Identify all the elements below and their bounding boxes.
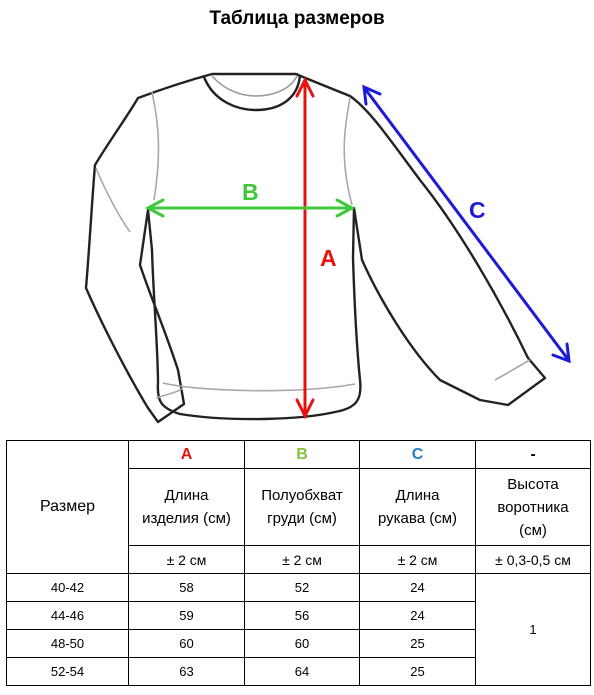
column-desc-a: Длина изделия (см) — [129, 469, 245, 546]
tolerance-c: ± 2 см — [360, 546, 476, 574]
collar-cell: 1 — [476, 574, 591, 686]
size-cell: 44-46 — [7, 602, 129, 630]
tolerance-collar: ± 0,3-0,5 см — [476, 546, 591, 574]
sleeve-cell: 25 — [360, 658, 476, 686]
column-letter-b: B — [245, 441, 360, 469]
column-desc-c: Длина рукава (см) — [360, 469, 476, 546]
table-row — [7, 574, 591, 602]
chest-cell: 52 — [245, 574, 360, 602]
sweater-outline — [86, 74, 545, 422]
column-letter-a: A — [129, 441, 245, 469]
column-desc-b: Полуобхват груди (см) — [245, 469, 360, 546]
size-header: Размер — [7, 441, 129, 574]
arrow-c-label: C — [469, 197, 486, 223]
size-table — [6, 440, 591, 686]
column-letter-collar: - — [476, 441, 591, 469]
column-letter-c: C — [360, 441, 476, 469]
sweater-diagram — [0, 60, 594, 432]
length-cell: 59 — [129, 602, 245, 630]
page-title: Таблица размеров — [209, 8, 385, 29]
chest-cell: 64 — [245, 658, 360, 686]
chest-cell: 56 — [245, 602, 360, 630]
length-cell: 58 — [129, 574, 245, 602]
sleeve-cell: 25 — [360, 630, 476, 658]
chest-cell: 60 — [245, 630, 360, 658]
size-cell: 48-50 — [7, 630, 129, 658]
arrow-b-label: B — [242, 179, 259, 205]
size-cell: 52-54 — [7, 658, 129, 686]
tolerance-b: ± 2 см — [245, 546, 360, 574]
tolerance-a: ± 2 см — [129, 546, 245, 574]
sleeve-cell: 24 — [360, 602, 476, 630]
size-cell: 40-42 — [7, 574, 129, 602]
sleeve-cell: 24 — [360, 574, 476, 602]
length-cell: 60 — [129, 630, 245, 658]
length-cell: 63 — [129, 658, 245, 686]
column-desc-collar: Высота воротника (см) — [476, 469, 591, 546]
arrow-a-label: A — [320, 245, 337, 271]
